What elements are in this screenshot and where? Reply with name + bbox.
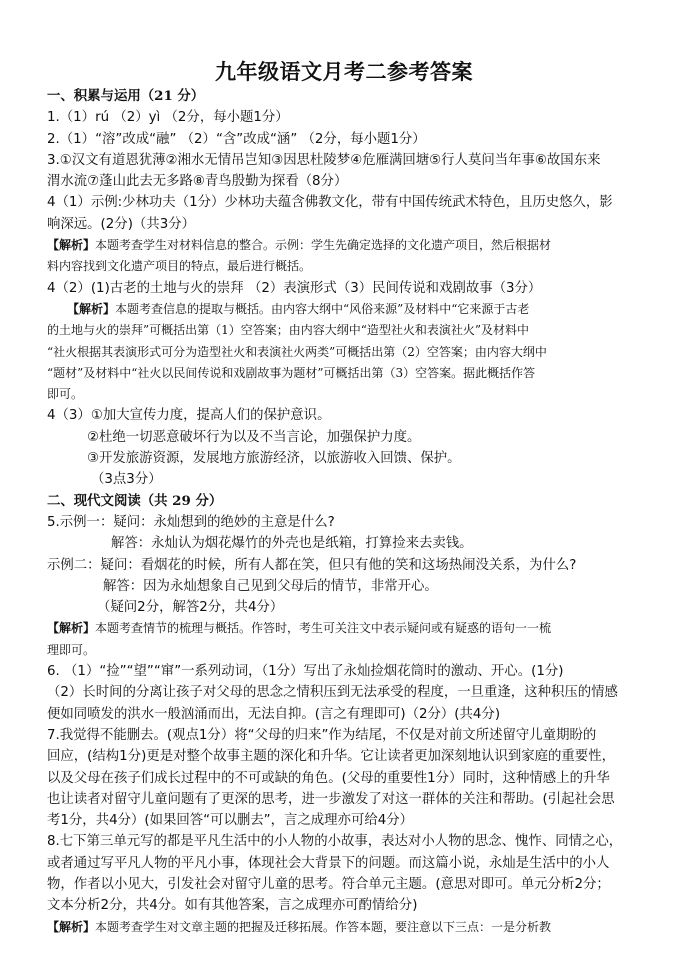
page-title: 九年级语文月考二参考答案 (215, 59, 473, 84)
score-note: （疑问2分，解答2分，共4分） (97, 600, 284, 616)
answer-line-q8-cont: 或者通过写平凡人物的平凡小事，体现社会大背景下的问题。而这篇小说，永灿是生活中的小人 (47, 855, 610, 871)
explanation-line: 料内容找到文化遗产项目的特点，最后进行概括。 (47, 259, 312, 274)
score-note: （3点3分） (91, 472, 162, 488)
answer-line-q7-cont: 回应，(结构1分)更是对整个故事主题的深化和升华。它让读者更加深刻地认识到家庭的重要性， (47, 749, 615, 765)
explanation-line: “题材”及材料中“社火以民间传说和戏剧故事为题材”可概括出第（3）空答案。据此概括作答 (47, 365, 536, 380)
section-heading-accumulation: 一、积累与运用（21 分） (47, 88, 205, 104)
answer-line-q7-cont: 考1分，共4分）(如果回答“可以删去”，言之成理亦可给4分） (47, 813, 414, 829)
answer-line-q5-answer1: 解答：永灿认为烟花爆竹的外壳也是纸箱，打算捡来去卖钱。 (111, 536, 473, 552)
answer-line-q2: 2.（1）“溶”改成“融” （2）“含”改成“涵” （2分，每小题1分） (47, 131, 426, 147)
analysis-tag: 【解析】 (47, 621, 96, 636)
explanation-line: 【解析】本题考查信息的提取与概括。由内容大纲中“风俗来源”及材料中“它来源于古老 (67, 301, 530, 316)
answer-line-q8: 8.七下第三单元写的都是平凡生活中的小人物的小故事，表达对小人物的思念、愧怍、同情之心， (47, 834, 623, 850)
answer-line-q1: 1.（1）rú （2）yì （2分，每小题1分） (47, 110, 289, 126)
answer-line-q6: 6. （1）“捡”“望”“窜”一系列动词，（1分）写出了永灿捡烟花筒时的激动、开心。(1分) (47, 664, 564, 680)
answer-line-q3-cont: 渭水流⑦蓬山此去无多路⑧青鸟殷勤为探看（8分） (47, 174, 348, 190)
answer-line-q7-cont: 也让读者对留守儿童问题有了更深的思考，进一步激发了对这一群体的关注和帮助。(引起社会思 (47, 791, 615, 807)
answer-line-q8-cont: 物，作者以小见大，引发社会对留守儿童的思考。符合单元主题。(意思对即可。单元分析2分； (47, 876, 610, 892)
answer-line-q7-cont: 以及父母在孩子们成长过程中的不可或缺的角色。(父母的重要性1分）同时，这种情感上的升华 (47, 770, 610, 786)
answer-line-q4-1: 4（1）示例:少林功夫（1分）少林功夫蕴含佛教文化，带有中国传统武术特色，且历史悠久，影 (47, 195, 613, 211)
answer-line-q4-2: 4（2）(1)古老的土地与火的崇拜 （2）表演形式（3）民间传说和戏剧故事（3分） (47, 280, 542, 296)
answer-line-q5-answer2: 解答：因为永灿想象自己见到父母后的情节，非常开心。 (103, 578, 438, 594)
answer-line-q3: 3.①汉文有道恩犹薄②湘水无情吊岂知③因思杜陵梦④危雁满回塘⑤行人莫问当年事⑥故国东来 (47, 152, 601, 168)
explanation-line: 【解析】本题考查学生对文章主题的把握及迁移拓展。作答本题，要注意以下三点：一是分析教 (47, 919, 552, 934)
analysis-tag: 【解析】 (47, 238, 96, 253)
answer-line-q6-2: （2）长时间的分离让孩子对父母的思念之情积压到无法承受的程度，一旦重逢，这种积压的情感 (47, 685, 618, 701)
answer-line-q4-1-cont: 响深远。(2分)（共3分） (47, 216, 196, 232)
analysis-tag: 【解析】 (47, 919, 96, 934)
section-heading-reading: 二、现代文阅读（共 29 分） (47, 492, 223, 509)
answer-body (47, 86, 671, 938)
explanation-line: 理即可。 (47, 642, 96, 657)
answer-line-q6-2-cont: 便如同喷发的洪水一般汹涌而出，无法自抑。(言之有理即可)（2分）(共4分) (47, 706, 501, 722)
analysis-tag: 【解析】 (67, 301, 116, 316)
answer-line-q8-cont: 文本分析2分，共4分。如有其他答案，言之成理亦可酌情给分) (47, 898, 418, 914)
answer-line-q7: 7.我觉得不能删去。(观点1分）将“父母的归来”作为结尾，不仅是对前文所述留守儿童期盼的 (47, 727, 597, 743)
explanation-line: 【解析】本题考查学生对材料信息的整合。示例：学生先确定选择的文化遗产项目，然后根据材 (47, 238, 552, 253)
answer-line-q4-3-point: ②杜绝一切恶意破坏行为以及不当言论，加强保护力度。 (87, 429, 421, 445)
explanation-line: 的土地与火的崇拜”可概括出第（1）空答案；由内容大纲中“造型社火和表演社火”及材料中 (47, 323, 530, 338)
answer-line-q5-example1: 5.示例一：疑问：永灿想到的绝妙的主意是什么? (47, 514, 335, 530)
answer-line-q5-example2: 示例二：疑问：看烟花的时候，所有人都在笑，但只有他的笑和这场热闹没关系，为什么? (47, 557, 577, 573)
answer-line-q4-3-point: ③开发旅游资源，发展地方旅游经济，以旅游收入回馈、保护。 (87, 451, 461, 467)
explanation-line: “社火根据其表演形式可分为造型社火和表演社火两类”可概括出第（2）空答案；由内容大纲中 (47, 344, 547, 359)
explanation-line: 【解析】本题考查情节的梳理与概括。作答时，考生可关注文中表示疑问或有疑惑的语句一一梳 (47, 621, 552, 636)
explanation-line: 即可。 (47, 387, 84, 402)
answer-line-q4-3: 4（3）①加大宣传力度，提高人们的保护意识。 (47, 408, 331, 424)
